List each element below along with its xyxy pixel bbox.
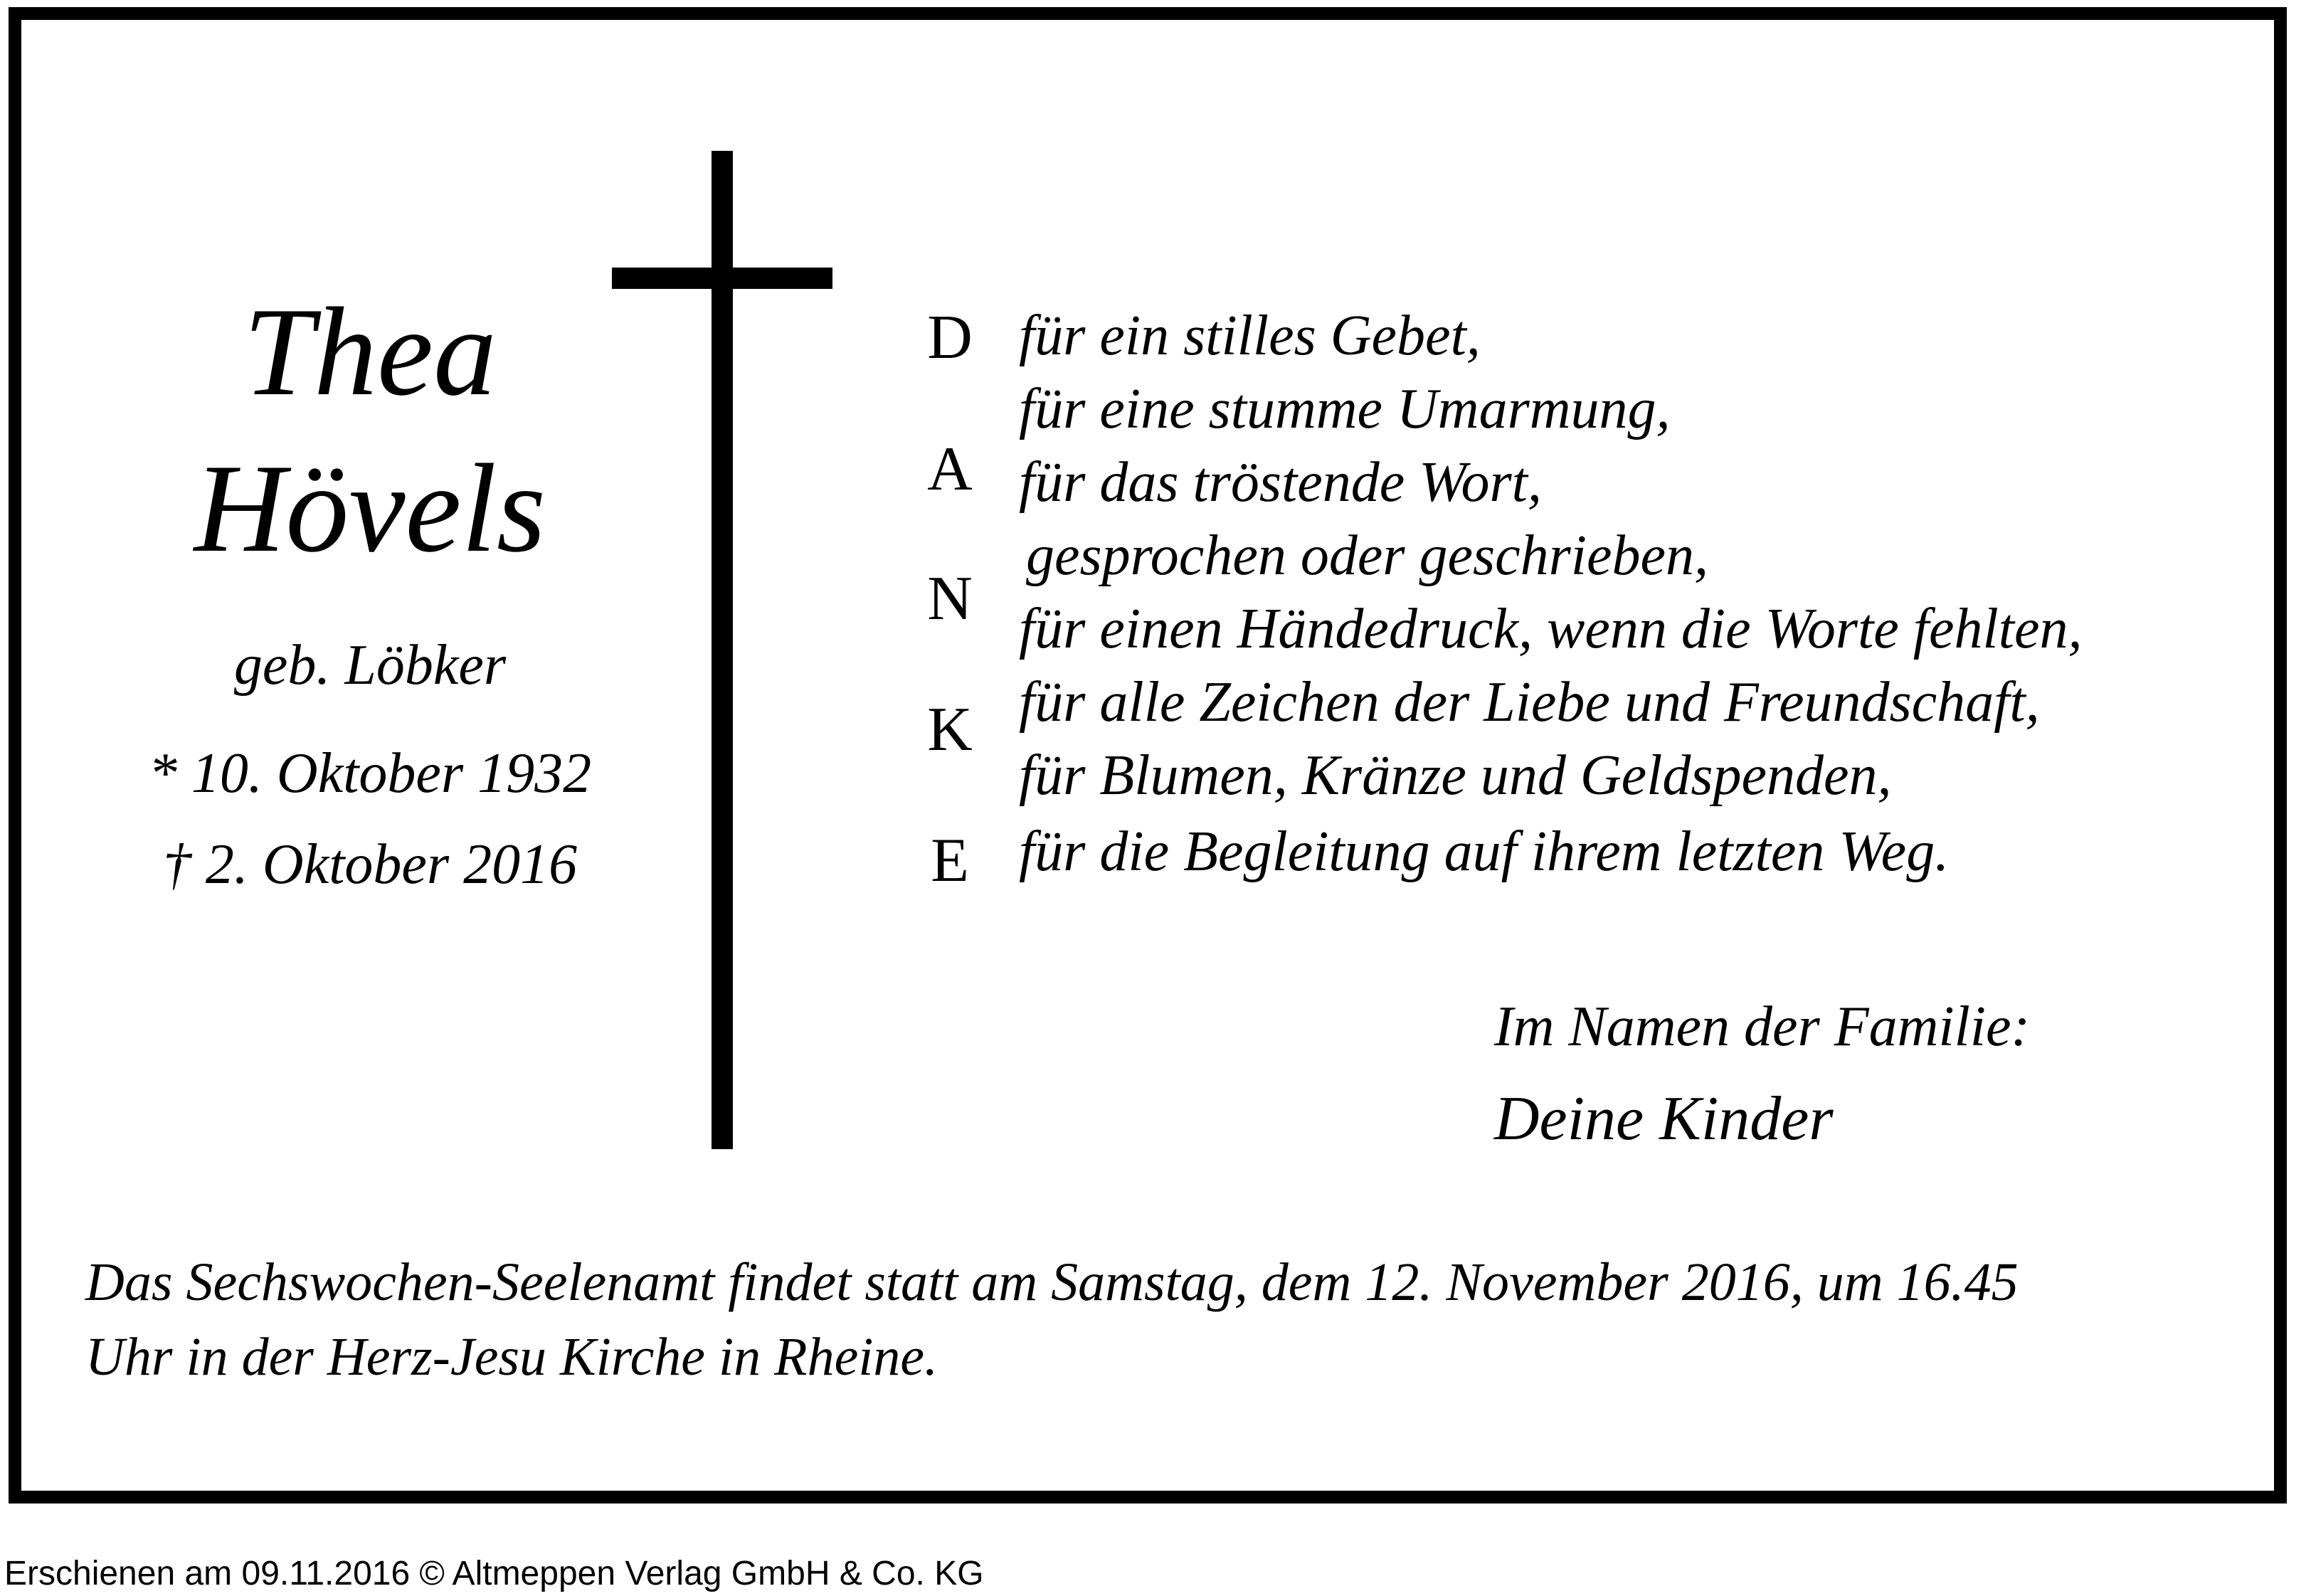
thanks-line: für das tröstende Wort, bbox=[1019, 451, 1542, 514]
death-date: † 2. Oktober 2016 bbox=[162, 833, 578, 896]
birth-date: * 10. Oktober 1932 bbox=[148, 742, 592, 805]
service-notice-line: Das Sechswochen-Seelenamt findet statt am Samstag, dem 12. November 2016, um 16.45 bbox=[85, 1252, 2019, 1312]
publication-footer: Erschienen am 09.11.2016 © Altmeppen Verlag GmbH & Co. KG bbox=[4, 1555, 984, 1592]
service-notice-line: Uhr in der Herz-Jesu Kirche in Rheine. bbox=[85, 1327, 938, 1387]
thanks-line: für die Begleitung auf ihrem letzten Weg. bbox=[1019, 820, 1950, 883]
last-name: Hövels bbox=[194, 438, 546, 578]
cross-icon-bar bbox=[612, 268, 832, 289]
thanks-line: für eine stumme Umarmung, bbox=[1019, 378, 1671, 440]
danke-letter-a: A bbox=[927, 435, 973, 504]
signature-intro: Im Namen der Familie: bbox=[1494, 995, 2031, 1058]
thanks-line: für Blumen, Kränze und Geldspenden, bbox=[1019, 744, 1892, 807]
thanks-line: für einen Händedruck, wenn die Worte fehlten, bbox=[1019, 598, 2083, 660]
first-name: Thea bbox=[243, 281, 497, 422]
danke-letter-n: N bbox=[927, 564, 973, 633]
thanks-line: für ein stilles Gebet, bbox=[1019, 305, 1481, 367]
cross-icon bbox=[712, 151, 733, 1149]
signature-name: Deine Kinder bbox=[1494, 1084, 1834, 1153]
thanks-line: für alle Zeichen der Liebe und Freundschaft, bbox=[1019, 671, 2040, 734]
danke-letter-d: D bbox=[927, 303, 973, 372]
thanks-line: gesprochen oder geschrieben, bbox=[1026, 524, 1708, 587]
danke-letter-k: K bbox=[927, 695, 973, 764]
danke-letter-e: E bbox=[931, 826, 969, 895]
maiden-name: geb. Löbker bbox=[233, 634, 507, 697]
